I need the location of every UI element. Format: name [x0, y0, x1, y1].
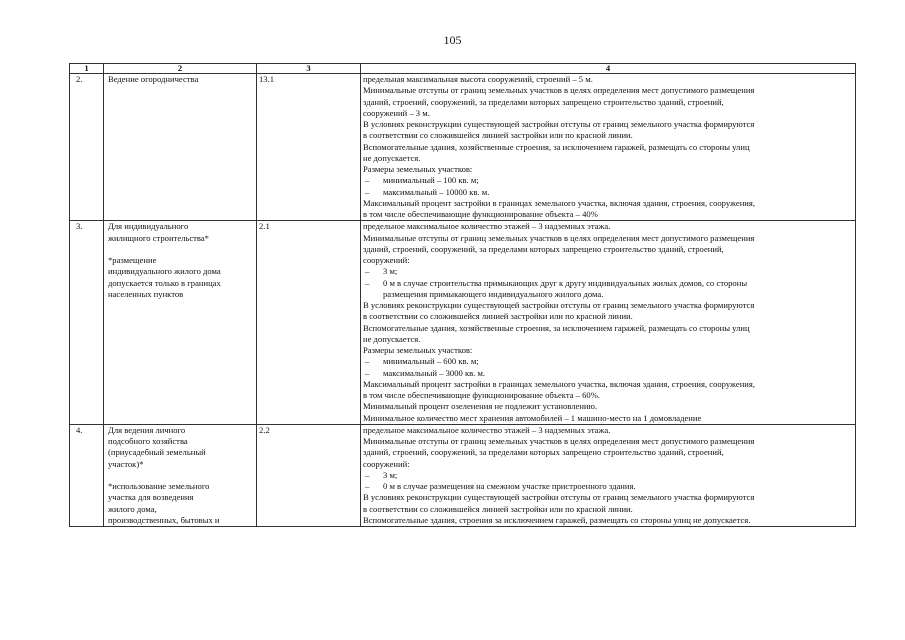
name-line: *использование земельного	[108, 481, 210, 491]
param-line: В условиях реконструкции существующей застройки отступы от границ земельного участка формируются	[363, 119, 755, 129]
header-cell: 1	[70, 64, 104, 74]
param-line: Минимальные отступы от границ земельных участков в целях определения мест допустимого размещения	[363, 436, 755, 446]
use-type-name	[104, 221, 257, 425]
param-line: Минимальные отступы от границ земельных участков в целях определения мест допустимого размещения	[363, 85, 755, 96]
param-line: Вспомогательные здания, строения за исключением гаражей, размещать со стороны улиц не допускается.	[363, 514, 751, 525]
param-line: в соответствии со сложившейся линией застройки или по красной линии.	[363, 503, 633, 514]
parameters-cell	[361, 221, 856, 425]
page-number: 105	[443, 33, 462, 47]
table-header-row	[70, 64, 856, 74]
dash-item: – максимальный – 10000 кв. м.	[365, 186, 490, 197]
param-line: Минимальное количество мест хранения автомобилей – 1 машино-место на 1 домовладение	[363, 412, 702, 423]
dash-item: – 3 м;	[365, 469, 398, 480]
name-line: производственных, бытовых и	[108, 514, 220, 525]
name-line: допускается только в границах	[108, 277, 221, 288]
param-line: Размеры земельных участков:	[363, 345, 473, 355]
param-line: Максимальный процент застройки в границах земельного участка, включая здания, строения, сооружения,	[363, 378, 755, 389]
param-line: сооружений:	[363, 255, 410, 265]
table-row	[70, 74, 856, 221]
param-line: Вспомогательные здания, хозяйственные строения, за исключением гаражей, размещать со стороны улиц	[363, 322, 750, 333]
row-number: 2.	[70, 74, 104, 221]
param-line: в том числе обеспечивающие функционирование объекта – 60%.	[363, 390, 601, 400]
name-line: индивидуального жилого дома	[108, 266, 221, 277]
param-line: Размеры земельных участков:	[363, 164, 473, 174]
name-line: *размещение	[108, 255, 157, 265]
row-number: 4.	[70, 424, 104, 526]
dash-item: – 3 м;	[365, 266, 398, 277]
parameters-cell	[361, 424, 856, 526]
dash-item: – минимальный – 600 кв. м;	[365, 356, 479, 367]
name-line: подсобного хозяйства	[108, 436, 188, 446]
param-line: зданий, строений, сооружений, за пределами которых запрещено строительство зданий, строений,	[363, 447, 724, 458]
dash-item: – минимальный – 100 кв. м;	[365, 175, 479, 186]
param-line: предельная максимальная высота сооружений, строений – 5 м.	[363, 74, 593, 84]
use-code: 2.2	[257, 424, 361, 526]
name-line: Для индивидуального	[108, 221, 189, 232]
param-line: предельное максимальное количество этажей – 3 надземных этажа.	[363, 221, 611, 232]
name-line: жилищного строительства*	[108, 232, 209, 243]
name-line: участок)*	[108, 458, 144, 469]
dash-item: – максимальный – 3000 кв. м.	[365, 367, 486, 378]
param-line: сооружений – 3 м.	[363, 107, 430, 118]
param-line: размещения примыкающего индивидуального жилого дома.	[383, 288, 604, 299]
use-type-name	[104, 74, 257, 221]
name-line: жилого дома,	[108, 503, 157, 514]
dash-item: – 0 м в случае строительства примыкающих друг к другу индивидуальных жилых домов, со стороны	[365, 277, 748, 288]
param-line: в соответствии со сложившейся линией застройки или по красной линии.	[363, 130, 633, 141]
row-number: 3.	[70, 221, 104, 425]
param-line: Минимальные отступы от границ земельных участков в целях определения мест допустимого размещения	[363, 232, 755, 243]
name-line: Ведение огородничества	[108, 74, 199, 84]
param-line: Минимальный процент озеленения не подлежит установлению.	[363, 401, 598, 412]
header-cell: 4	[361, 64, 856, 74]
name-line: населенных пунктов	[108, 288, 184, 299]
param-line: В условиях реконструкции существующей застройки отступы от границ земельного участка формируются	[363, 492, 755, 503]
param-line: в том числе обеспечивающие функционирование объекта – 40%	[363, 209, 598, 219]
name-line: (приусадебный земельный	[108, 447, 206, 458]
param-line: не допускается.	[363, 333, 421, 344]
use-code: 13.1	[257, 74, 361, 221]
name-spacer	[108, 244, 254, 255]
use-type-name	[104, 424, 257, 526]
param-line: зданий, строений, сооружений, за пределами которых запрещено строительство зданий, строений,	[363, 243, 724, 254]
table-row	[70, 221, 856, 425]
use-code: 2.1	[257, 221, 361, 425]
param-line: Вспомогательные здания, хозяйственные строения, за исключением гаражей, размещать со стороны улиц	[363, 141, 750, 152]
zoning-table	[69, 63, 856, 527]
param-line: в соответствии со сложившейся линией застройки или по красной линии.	[363, 311, 633, 322]
name-line: участка для возведения	[108, 492, 194, 503]
parameters-cell	[361, 74, 856, 221]
param-line: предельное максимальное количество этажей – 3 надземных этажа.	[363, 424, 611, 435]
param-line: В условиях реконструкции существующей застройки отступы от границ земельного участка формируются	[363, 300, 755, 310]
param-line: зданий, строений, сооружений, за пределами которых запрещено строительство зданий, строений,	[363, 96, 724, 107]
param-line: сооружений:	[363, 458, 410, 469]
name-line: Для ведения личного	[108, 424, 186, 435]
dash-item: – 0 м в случае размещения на смежном участке пристроенного здания.	[365, 481, 636, 491]
param-line: Максимальный процент застройки в границах земельного участка, включая здания, строения, сооружения,	[363, 197, 755, 208]
table-row	[70, 424, 856, 526]
header-cell: 3	[257, 64, 361, 74]
header-cell: 2	[104, 64, 257, 74]
name-spacer	[108, 470, 254, 481]
param-line: не допускается.	[363, 152, 421, 163]
